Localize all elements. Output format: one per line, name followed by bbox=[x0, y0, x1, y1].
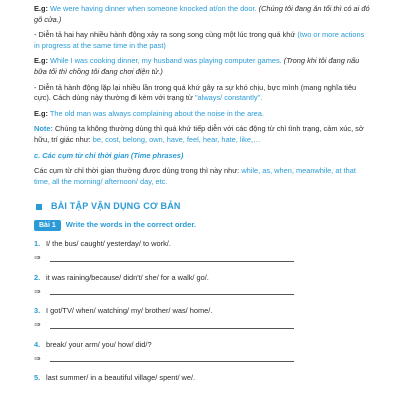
example-prefix: E.g: bbox=[34, 108, 48, 118]
exercise-item bbox=[34, 239, 372, 250]
exercise-badge: Bài 1 bbox=[34, 220, 61, 231]
rule-text: - Diễn tả hai hay nhiều hành động xảy ra song song cùng một lúc trong quá khứ bbox=[34, 30, 296, 40]
rule-adverbs: "always/ constantly". bbox=[194, 93, 263, 103]
grammar-note bbox=[34, 124, 372, 145]
example-translation: (Chúng tôi đang ăn tối thì có ai đó gõ cửa.) bbox=[34, 4, 370, 24]
answer-row bbox=[34, 253, 372, 264]
exercise-list bbox=[34, 239, 372, 384]
example-sentence: While I was cooking dinner, my husband was playing computer games. bbox=[50, 56, 282, 66]
time-phrases-heading: c. Các cụm từ chỉ thời gian (Time phrases) bbox=[34, 150, 184, 160]
example-translation: (Trong khi tôi đang nấu bữa tối thì chồng tôi đang chơi điện tử.) bbox=[34, 56, 360, 76]
arrow-icon: ⇒ bbox=[34, 286, 41, 296]
section-heading bbox=[34, 201, 372, 212]
item-number: 3. bbox=[34, 306, 41, 316]
item-prompt: last summer/ in a beautiful village/ spent/ we/. bbox=[46, 373, 196, 383]
exercise-item bbox=[34, 306, 372, 317]
note-text: Chúng ta không thường dùng thì quá khứ tiếp diễn với các động từ chỉ tình trạng, cảm xúc, sở hữu, trí giác như: bbox=[34, 124, 364, 144]
answer-line[interactable] bbox=[50, 287, 294, 295]
answer-row bbox=[34, 286, 372, 297]
rule-note: (two or more actions in progress at the same time in the past) bbox=[34, 30, 365, 50]
item-number: 5. bbox=[34, 373, 41, 383]
example-prefix: E.g: bbox=[34, 4, 48, 13]
arrow-icon: ⇒ bbox=[34, 353, 41, 363]
section-title: BÀI TẬP VẬN DỤNG CƠ BẢN bbox=[51, 201, 181, 212]
time-phrases-list: while, as, when, meanwhile, at that time, all the morning/ afternoon/ day, etc. bbox=[34, 166, 356, 186]
item-number: 1. bbox=[34, 238, 41, 248]
time-phrases-text: Các cụm từ chỉ thời gian thường được dùng trong thì này như: bbox=[34, 166, 240, 176]
exercise-item bbox=[34, 273, 372, 284]
exercise-header bbox=[34, 220, 372, 231]
note-label: Note: bbox=[34, 124, 53, 134]
example-3 bbox=[34, 109, 372, 120]
rule-text: - Diễn tả hành động lặp lại nhiều lần trong quá khứ gây ra sự khó chịu, bực mình (mang nghĩa tiêu cực). Cách dùng này thường đi kèm với trạng từ bbox=[34, 82, 357, 103]
example-sentence: The old man was always complaining about the noise in the area. bbox=[49, 108, 264, 118]
example-1 bbox=[34, 4, 372, 25]
exercise-item bbox=[34, 373, 372, 384]
usage-rule-2 bbox=[34, 30, 372, 51]
answer-row bbox=[34, 353, 372, 364]
item-prompt: I/ the bus/ caught/ yesterday/ to work/. bbox=[46, 238, 171, 248]
exercise-item bbox=[34, 340, 372, 351]
item-prompt: I got/TV/ when/ watching/ my/ brother/ was/ home/. bbox=[46, 306, 213, 316]
answer-line[interactable] bbox=[50, 254, 294, 262]
item-number: 4. bbox=[34, 339, 41, 349]
usage-rule-3 bbox=[34, 83, 372, 104]
example-prefix: E.g: bbox=[34, 56, 48, 66]
square-bullet-icon bbox=[36, 204, 42, 210]
item-number: 2. bbox=[34, 272, 41, 282]
item-prompt: it was raining/because/ didn't/ she/ for a walk/ go/. bbox=[46, 272, 209, 282]
note-verbs: be, cost, belong, own, have, feel, hear, hate, like,… bbox=[92, 134, 261, 144]
arrow-icon: ⇒ bbox=[34, 320, 41, 330]
answer-line[interactable] bbox=[50, 354, 294, 362]
item-prompt: break/ your arm/ you/ how/ did/? bbox=[46, 339, 152, 349]
exercise-instruction: Write the words in the correct order. bbox=[65, 220, 196, 230]
answer-row bbox=[34, 320, 372, 331]
arrow-icon: ⇒ bbox=[34, 252, 41, 262]
answer-line[interactable] bbox=[50, 321, 294, 329]
time-phrases-paragraph bbox=[34, 166, 372, 187]
example-sentence: We were having dinner when someone knocked at/on the door. bbox=[50, 4, 257, 13]
example-2 bbox=[34, 56, 372, 77]
